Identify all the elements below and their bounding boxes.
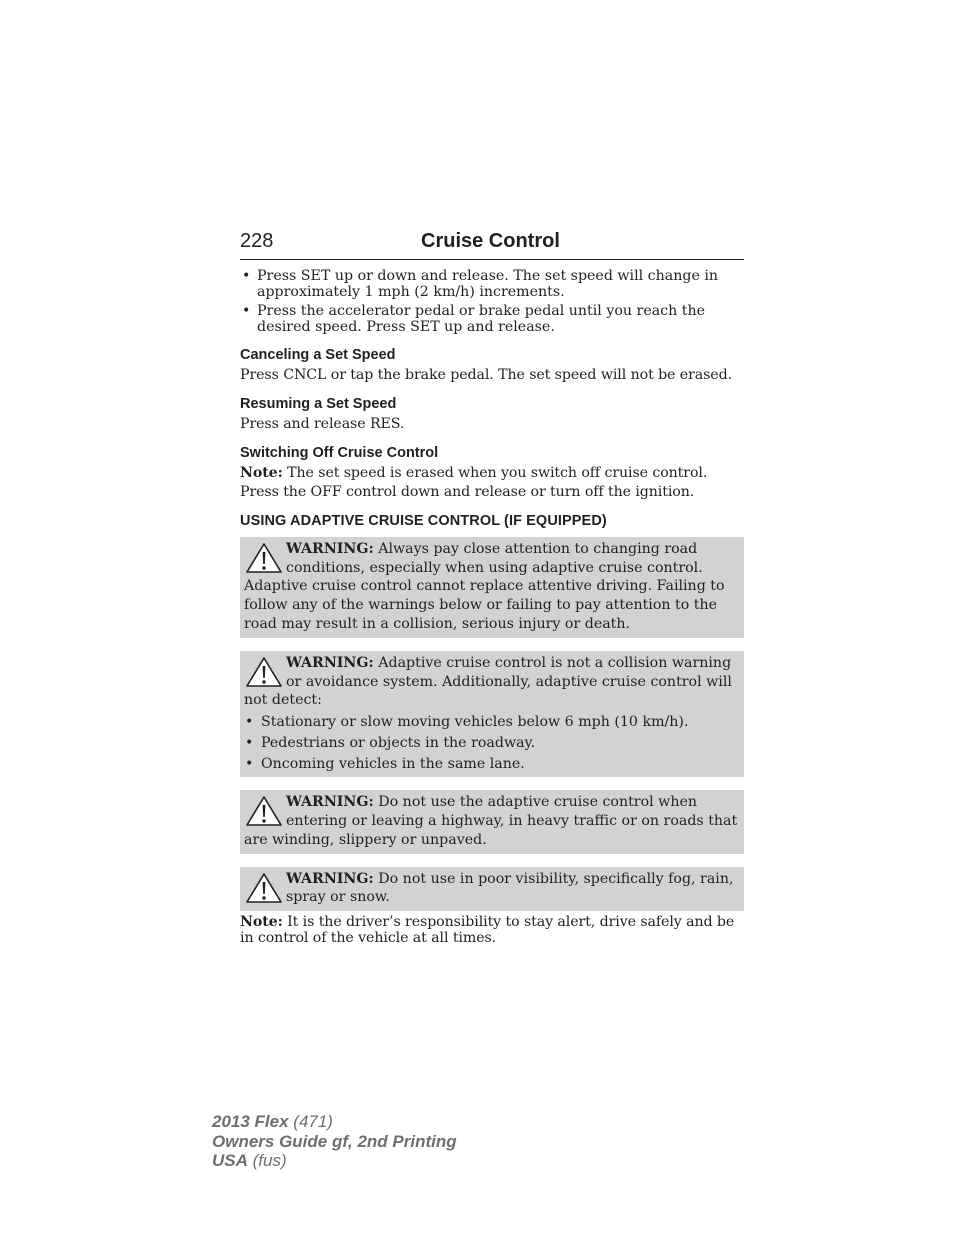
set-speed-bullets	[240, 269, 744, 335]
resuming-heading: Resuming a Set Speed	[240, 395, 397, 412]
final-note	[240, 915, 744, 946]
page-content	[240, 266, 744, 946]
switching-off-heading: Switching Off Cruise Control	[240, 444, 439, 461]
footer-model: 2013 Flex	[212, 1112, 289, 1131]
list-item: • Oncoming vehicles in the same lane.	[244, 755, 738, 773]
warning-label: WARNING:	[286, 540, 374, 557]
warning-label: WARNING:	[286, 654, 374, 671]
list-item: • Pedestrians or objects in the roadway.	[244, 734, 738, 752]
note-text: The set speed is erased when you switch off cruise control.	[282, 464, 708, 481]
footer-market-code: (fus)	[247, 1151, 287, 1170]
warning-triangle-icon	[244, 655, 284, 689]
note-text: It is the driver’s responsibility to stay alert, drive safely and be in control of the vehicle at all times.	[240, 914, 735, 946]
list-item: • Stationary or slow moving vehicles below 6 mph (10 km/h).	[244, 713, 738, 731]
warning-text: Adaptive cruise control is not a collision warning or avoidance system. Additionally, adaptive cruise control will not detect:	[244, 654, 732, 709]
footer-market: USA	[212, 1151, 248, 1170]
warning-text: Do not use the adaptive cruise control when entering or leaving a highway, in heavy traffic or on roads that are winding, slippery or unpaved.	[244, 794, 738, 848]
footer-line	[212, 1151, 457, 1171]
warning-triangle-icon	[244, 541, 284, 575]
warning-label: WARNING:	[286, 794, 374, 811]
note-label: Note:	[240, 464, 283, 481]
page-header	[240, 229, 744, 260]
canceling-heading: Canceling a Set Speed	[240, 347, 396, 364]
canceling-text: Press CNCL or tap the brake pedal. The set speed will not be erased.	[240, 367, 732, 384]
warning-triangle-icon	[244, 871, 284, 905]
switching-off-note	[240, 466, 744, 482]
switching-off-text: Press the OFF control down and release or turn off the ignition.	[240, 484, 695, 501]
warning-triangle-icon	[244, 794, 284, 828]
warning-box	[240, 790, 744, 853]
page-footer	[212, 1112, 457, 1171]
detect-list	[244, 713, 738, 773]
footer-edition: Owners Guide gf, 2nd Printing	[212, 1131, 457, 1151]
note-label: Note:	[240, 914, 283, 931]
list-item: • Press SET up or down and release. The set speed will change in approximately 1 mph (2 km/h) increments.	[240, 269, 744, 300]
warning-box	[240, 867, 744, 912]
warning-text: Do not use in poor visibility, specifically fog, rain, spray or snow.	[286, 870, 734, 906]
footer-line	[212, 1132, 457, 1152]
resuming-text: Press and release RES.	[240, 415, 405, 432]
warning-box	[240, 537, 744, 638]
chapter-title: Cruise Control	[421, 230, 560, 252]
warning-box	[240, 651, 744, 777]
warning-text: Always pay close attention to changing road conditions, especially when using adaptive cruise control. Adaptive cruise control cannot replace attentive driving. Failing to follow any of the warnings below or failing to pay attention to the road may result in a collision, serious injury or death.	[244, 540, 725, 632]
footer-code: (471)	[288, 1112, 333, 1131]
list-item: • Press the accelerator pedal or brake pedal until you reach the desired speed. Press SET up and release.	[240, 304, 744, 335]
warning-label: WARNING:	[286, 870, 374, 887]
acc-section-heading: USING ADAPTIVE CRUISE CONTROL (IF EQUIPPED)	[240, 512, 607, 529]
footer-line	[212, 1112, 457, 1132]
page-number: 228	[240, 230, 274, 252]
